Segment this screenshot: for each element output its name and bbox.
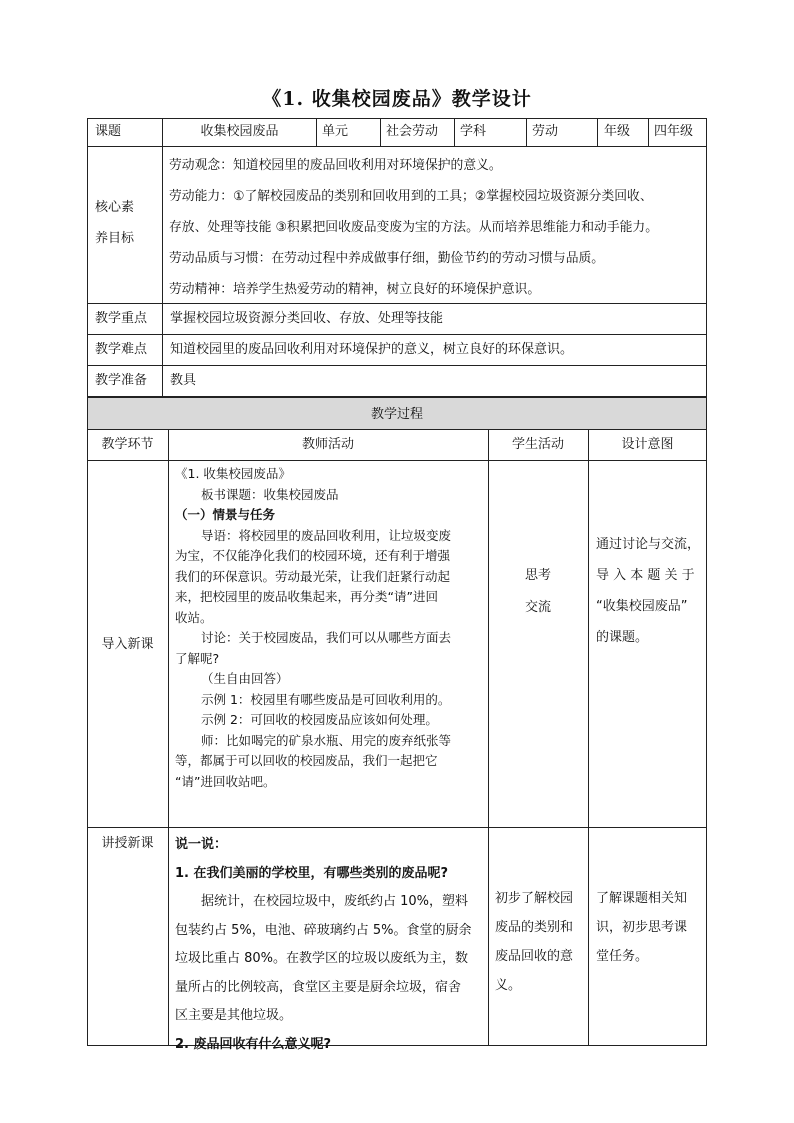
column-header-student: 学生活动	[511, 437, 564, 452]
design-line: 的课题。	[596, 630, 649, 645]
divider	[162, 118, 163, 397]
teacher-line: 示例 2：可回收的校园废品应该如何处理。	[201, 712, 438, 727]
divider	[168, 429, 169, 1046]
teacher-line: （生自由回答）	[201, 671, 289, 686]
divider	[87, 460, 707, 461]
design-line: 了解课题相关知	[596, 891, 688, 906]
divider	[87, 365, 707, 366]
intro-teacher-activity	[175, 464, 485, 792]
teacher-line: 来，把校园里的废品收集起来，再分类“请”进回	[175, 589, 438, 604]
divider	[87, 334, 707, 335]
subject-value: 劳动	[532, 124, 559, 139]
goal-line: 存放、处理等技能 ③积累把回收废品变废为宝的方法。从而培养思维能力和动手能力。	[169, 220, 659, 235]
lecture-stage: 讲授新课	[101, 836, 154, 851]
goals-label-line2: 养目标	[95, 231, 135, 246]
preparation-value: 教具	[170, 373, 197, 388]
teacher-line: 《1. 收集校园废品》	[175, 466, 291, 481]
divider	[648, 118, 649, 146]
goals-text	[169, 150, 658, 305]
design-line: “收集校园废品”	[596, 599, 688, 614]
teacher-line: 示例 1：校园里有哪些废品是可回收利用的。	[201, 691, 451, 707]
teacher-line: 收站。	[175, 609, 213, 625]
difficulty-value: 知道校园里的废品回收利用对环境保护的意义，树立良好的环保意识。	[170, 342, 574, 357]
difficulty-label: 教学难点	[95, 342, 148, 357]
teacher-line: 导语：将校园里的废品回收利用，让垃圾变废	[201, 527, 452, 543]
student-line: 废品的类别和	[495, 920, 574, 935]
design-line: 堂任务。	[596, 949, 649, 964]
divider	[316, 118, 317, 146]
column-header-teacher: 教师活动	[301, 437, 354, 452]
student-line: 废品回收的意	[495, 949, 574, 964]
subject-label: 学科	[460, 124, 487, 139]
student-line: 交流	[524, 600, 551, 615]
student-line: 义。	[495, 978, 522, 993]
divider	[380, 118, 381, 146]
divider	[454, 118, 455, 146]
divider	[526, 118, 527, 146]
teacher-line: 等，都属于可以回收的校园废品，我们一起把它	[175, 753, 438, 768]
design-line: 识，初步思考课	[596, 920, 688, 935]
key-point-label: 教学重点	[95, 311, 148, 326]
teacher-line: 1. 在我们美丽的学校里，有哪些类别的废品呢?	[175, 865, 449, 881]
column-header-stage: 教学环节	[101, 437, 154, 452]
teacher-line: 为宝，不仅能净化我们的校园环境，还有利于增强	[175, 548, 451, 563]
teacher-line: 区主要是其他垃圾。	[175, 1008, 293, 1023]
teacher-line: 师：比如喝完的矿泉水瓶、用完的废弃纸张等	[201, 732, 452, 748]
teacher-line: 量所占的比例较高，食堂区主要是厨余垃圾，宿舍	[175, 979, 462, 995]
column-header-design: 设计意图	[621, 437, 674, 452]
unit-label: 单元	[322, 124, 349, 139]
intro-stage: 导入新课	[101, 637, 154, 652]
grade-label: 年级	[604, 124, 631, 139]
intro-design-intent	[596, 529, 700, 653]
divider	[588, 429, 589, 1046]
student-line: 思考	[524, 568, 551, 583]
document-title: 《1. 收集校园废品》教学设计	[262, 88, 532, 110]
teacher-line: （一）情景与任务	[175, 507, 276, 522]
student-line: 初步了解校园	[495, 891, 574, 906]
teacher-line: 说一说：	[175, 837, 228, 852]
teacher-line: 我们的环保意识。劳动最光荣，让我们赶紧行动起	[175, 568, 451, 584]
goal-line: 劳动品质与习惯：在劳动过程中养成做事仔细，勤俭节约的劳动习惯与品质。	[169, 251, 605, 266]
teacher-line: 据统计，在校园垃圾中，废纸约占 10%，塑料	[201, 894, 469, 909]
design-line: 通过讨论与交流，	[596, 537, 701, 552]
goal-line: 劳动精神：培养学生热爱劳动的精神，树立良好的环境保护意识。	[169, 282, 541, 297]
preparation-label: 教学准备	[95, 373, 148, 388]
process-header: 教学过程	[370, 407, 423, 422]
teacher-line: 2. 废品回收有什么意义呢?	[175, 1036, 332, 1052]
divider	[597, 118, 598, 146]
goals-label-line1: 核心素	[95, 200, 135, 215]
teacher-line: 包装约占 5%，电池、碎玻璃约占 5%。食堂的厨余	[175, 922, 472, 938]
teacher-line: “请”进回收站吧。	[175, 773, 276, 789]
teacher-line: 了解呢?	[175, 650, 220, 666]
teacher-line: 讨论：关于校园废品，我们可以从哪些方面去	[201, 630, 452, 645]
topic-label: 课题	[95, 124, 122, 139]
design-line: 导 入 本 题 关 于	[596, 568, 695, 583]
goal-line: 劳动能力：①了解校园废品的类别和回收用到的工具；②掌握校园垃圾资源分类回收、	[169, 189, 653, 204]
divider	[87, 146, 707, 147]
grade-value: 四年级	[654, 124, 694, 139]
teacher-line: 垃圾比重占 80%。在教学区的垃圾以废纸为主，数	[175, 951, 469, 966]
teacher-line: 板书课题：收集校园废品	[201, 486, 339, 502]
key-point-value: 掌握校园垃圾资源分类回收、存放、处理等技能	[170, 311, 444, 326]
divider	[87, 429, 707, 430]
topic-value: 收集校园废品	[200, 124, 279, 139]
unit-value: 社会劳动	[386, 124, 439, 139]
divider	[87, 827, 707, 828]
lecture-design-intent	[596, 884, 687, 971]
intro-student-activity	[488, 560, 588, 624]
lecture-student-activity	[495, 884, 573, 1000]
lecture-teacher-activity	[175, 831, 485, 1059]
goal-line: 劳动观念：知道校园里的废品回收利用对环境保护的意义。	[169, 158, 502, 173]
divider	[488, 429, 489, 1046]
